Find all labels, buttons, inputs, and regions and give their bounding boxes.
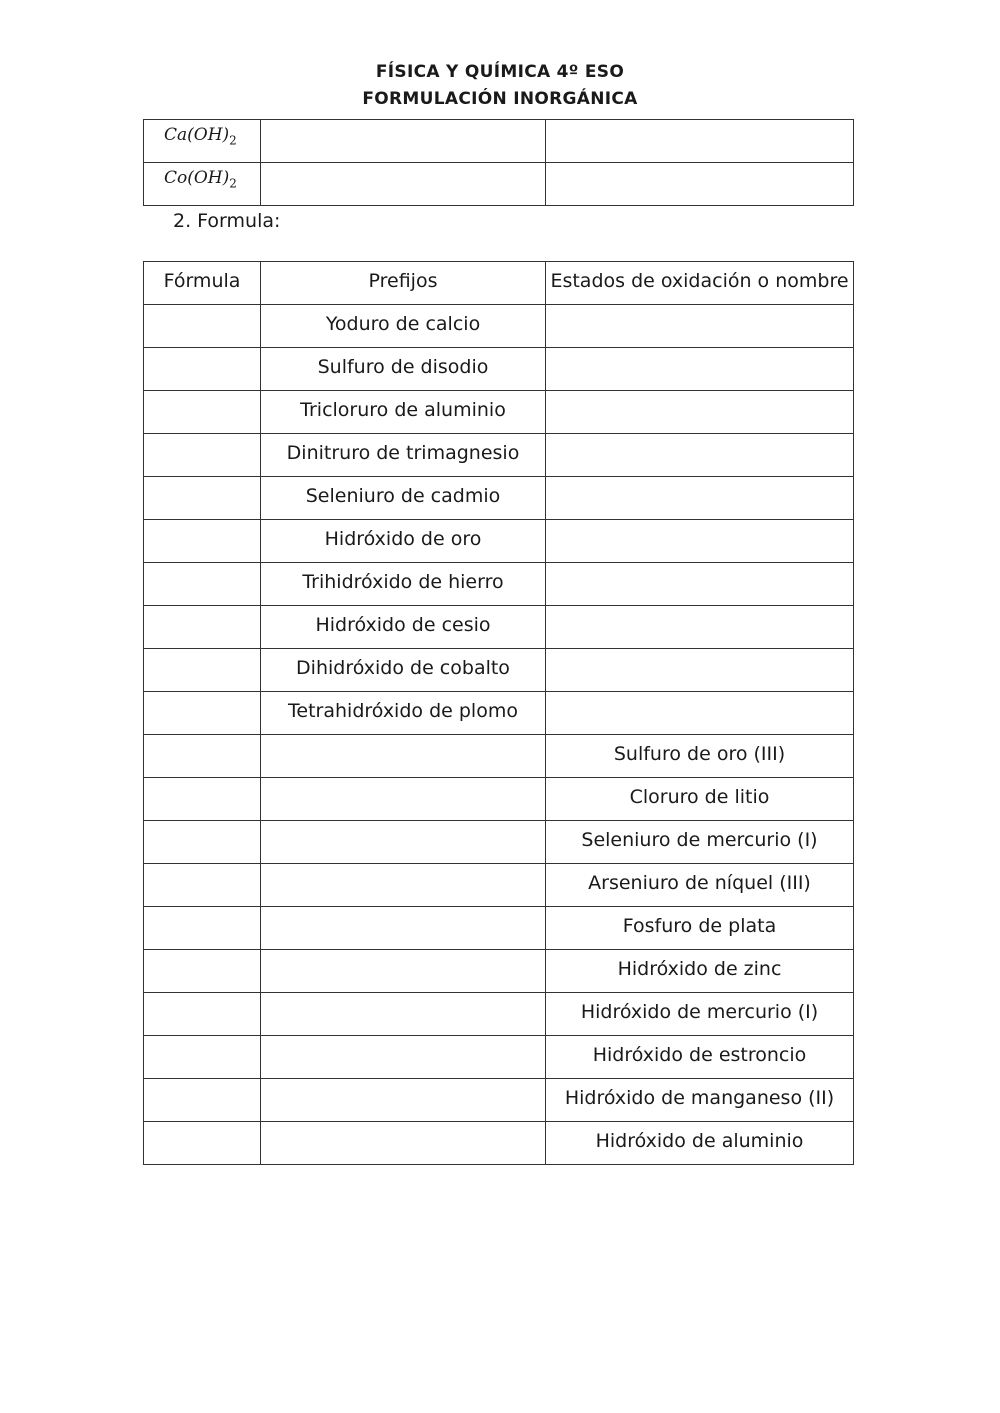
cell-text-formula <box>144 864 260 872</box>
cell-prefijos <box>261 950 546 993</box>
header-prefijos-label: Prefijos <box>368 270 438 292</box>
cell-formula <box>144 950 261 993</box>
table-row <box>144 907 854 950</box>
cell-text-prefijos: Hidróxido de cesio <box>315 614 491 636</box>
cell-text-prefijos <box>261 735 545 743</box>
cell-text-formula <box>144 1079 260 1087</box>
cell-text-prefijos: Sulfuro de disodio <box>317 356 489 378</box>
cell-estados <box>546 907 854 950</box>
table-row <box>144 692 854 735</box>
cell-text-estados: Seleniuro de mercurio (I) <box>581 829 818 851</box>
cell-estados <box>546 950 854 993</box>
header-cell-estados <box>546 262 854 305</box>
cell-text-prefijos: Dinitruro de trimagnesio <box>286 442 520 464</box>
cell-text-formula <box>144 1036 260 1044</box>
cell-text-formula <box>144 649 260 657</box>
formula-subscript: 2 <box>229 133 237 148</box>
formula-cell <box>144 163 261 206</box>
cell-prefijos <box>261 1122 546 1165</box>
answer-cell <box>546 163 854 206</box>
cell-text-prefijos: Yoduro de calcio <box>325 313 481 335</box>
table-row <box>144 950 854 993</box>
top-table <box>143 119 854 206</box>
cell-estados <box>546 735 854 778</box>
table-row <box>144 1122 854 1165</box>
cell-prefijos <box>261 821 546 864</box>
cell-estados <box>546 606 854 649</box>
cell-estados <box>546 391 854 434</box>
cell-formula <box>144 305 261 348</box>
cell-text-formula <box>144 391 260 399</box>
cell-estados <box>546 821 854 864</box>
cell-prefijos <box>261 391 546 434</box>
cell-estados <box>546 1079 854 1122</box>
cell-text-formula <box>144 778 260 786</box>
cell-text-estados <box>546 477 853 485</box>
cell-estados <box>546 520 854 563</box>
cell-text-estados: Hidróxido de manganeso (II) <box>564 1087 835 1109</box>
cell-prefijos <box>261 563 546 606</box>
cell-estados <box>546 477 854 520</box>
table-row <box>144 821 854 864</box>
cell-estados <box>546 649 854 692</box>
cell-formula <box>144 1122 261 1165</box>
cell-formula <box>144 692 261 735</box>
answer-cell <box>261 163 546 206</box>
cell-prefijos <box>261 864 546 907</box>
cell-text-formula <box>144 477 260 485</box>
cell-estados <box>546 348 854 391</box>
formula-expression <box>144 120 260 147</box>
table-row <box>144 1036 854 1079</box>
cell-text-prefijos <box>261 821 545 829</box>
cell-text-formula <box>144 1122 260 1130</box>
cell-estados <box>546 1036 854 1079</box>
cell-estados <box>546 993 854 1036</box>
cell-prefijos <box>261 692 546 735</box>
cell-text-formula <box>144 563 260 571</box>
table-row <box>144 649 854 692</box>
header-cell-prefijos <box>261 262 546 305</box>
page-title-line-2: FORMULACIÓN INORGÁNICA <box>362 89 638 109</box>
cell-text-prefijos: Seleniuro de cadmio <box>305 485 501 507</box>
cell-text-estados <box>546 305 853 313</box>
table-row <box>144 735 854 778</box>
cell-text-prefijos <box>261 993 545 1001</box>
formula-subscript: 2 <box>229 176 237 191</box>
cell-formula <box>144 391 261 434</box>
cell-prefijos <box>261 735 546 778</box>
section-label: 2. Formula: <box>173 210 281 232</box>
cell-prefijos <box>261 434 546 477</box>
cell-formula <box>144 735 261 778</box>
cell-prefijos <box>261 649 546 692</box>
cell-formula <box>144 563 261 606</box>
table-row <box>144 606 854 649</box>
cell-text-estados <box>546 391 853 399</box>
cell-estados <box>546 1122 854 1165</box>
table-row <box>144 305 854 348</box>
cell-formula <box>144 821 261 864</box>
cell-text-prefijos: Tetrahidróxido de plomo <box>288 700 518 722</box>
cell-text-estados <box>546 434 853 442</box>
cell-text-estados: Hidróxido de aluminio <box>595 1130 804 1152</box>
cell-text-prefijos: Tricloruro de aluminio <box>300 399 506 421</box>
cell-formula <box>144 477 261 520</box>
table-row <box>144 348 854 391</box>
cell-text-prefijos <box>261 907 545 915</box>
cell-estados <box>546 778 854 821</box>
cell-text-prefijos: Dihidróxido de cobalto <box>296 657 510 679</box>
cell-formula <box>144 520 261 563</box>
cell-estados <box>546 692 854 735</box>
cell-prefijos <box>261 1036 546 1079</box>
cell-prefijos <box>261 348 546 391</box>
cell-text-prefijos <box>261 1036 545 1044</box>
cell-formula <box>144 434 261 477</box>
cell-prefijos <box>261 907 546 950</box>
cell-text-prefijos: Trihidróxido de hierro <box>302 571 504 593</box>
cell-text-formula <box>144 692 260 700</box>
header-estados-label: Estados de oxidación o nombre <box>550 270 849 292</box>
cell-prefijos <box>261 778 546 821</box>
cell-text-formula <box>144 305 260 313</box>
cell-text-prefijos <box>261 950 545 958</box>
cell-formula <box>144 1036 261 1079</box>
answer-text <box>546 163 853 171</box>
top-table-row <box>144 120 854 163</box>
cell-text-formula <box>144 821 260 829</box>
table-row <box>144 993 854 1036</box>
formula-base: Ca(OH) <box>164 125 230 145</box>
cell-text-estados <box>546 348 853 356</box>
answer-cell <box>546 120 854 163</box>
formula-cell <box>144 120 261 163</box>
cell-estados <box>546 563 854 606</box>
cell-estados <box>546 864 854 907</box>
cell-text-estados: Sulfuro de oro (III) <box>613 743 786 765</box>
cell-text-formula <box>144 606 260 614</box>
cell-formula <box>144 864 261 907</box>
cell-text-estados <box>546 520 853 528</box>
cell-text-estados <box>546 606 853 614</box>
header-cell-formula <box>144 262 261 305</box>
cell-estados <box>546 305 854 348</box>
cell-prefijos <box>261 993 546 1036</box>
cell-text-estados: Fosfuro de plata <box>622 915 777 937</box>
table-row <box>144 1079 854 1122</box>
cell-text-formula <box>144 907 260 915</box>
cell-text-estados <box>546 692 853 700</box>
cell-formula <box>144 778 261 821</box>
cell-text-prefijos <box>261 1122 545 1130</box>
cell-formula <box>144 907 261 950</box>
cell-text-prefijos: Hidróxido de oro <box>324 528 482 550</box>
cell-formula <box>144 348 261 391</box>
table-row <box>144 391 854 434</box>
table-row <box>144 520 854 563</box>
main-table <box>143 261 854 1165</box>
cell-formula <box>144 649 261 692</box>
cell-prefijos <box>261 1079 546 1122</box>
cell-estados <box>546 434 854 477</box>
cell-text-estados: Hidróxido de mercurio (I) <box>580 1001 819 1023</box>
cell-text-estados: Cloruro de litio <box>629 786 770 808</box>
cell-text-formula <box>144 348 260 356</box>
cell-text-prefijos <box>261 1079 545 1087</box>
cell-text-formula <box>144 950 260 958</box>
cell-text-estados <box>546 649 853 657</box>
cell-prefijos <box>261 606 546 649</box>
answer-cell <box>261 120 546 163</box>
cell-text-formula <box>144 434 260 442</box>
cell-prefijos <box>261 520 546 563</box>
cell-text-estados: Hidróxido de zinc <box>617 958 782 980</box>
cell-formula <box>144 606 261 649</box>
cell-text-prefijos <box>261 864 545 872</box>
cell-text-formula <box>144 735 260 743</box>
formula-base: Co(OH) <box>164 168 230 188</box>
answer-text <box>261 120 545 128</box>
cell-text-formula <box>144 993 260 1001</box>
page-title-line-1: FÍSICA Y QUÍMICA 4º ESO <box>375 62 625 82</box>
top-table-row <box>144 163 854 206</box>
cell-prefijos <box>261 305 546 348</box>
cell-text-formula <box>144 520 260 528</box>
table-row <box>144 563 854 606</box>
table-row <box>144 864 854 907</box>
answer-text <box>546 120 853 128</box>
cell-formula <box>144 993 261 1036</box>
cell-formula <box>144 1079 261 1122</box>
cell-text-estados: Arseniuro de níquel (III) <box>588 872 811 894</box>
cell-text-prefijos <box>261 778 545 786</box>
table-row <box>144 477 854 520</box>
table-row <box>144 434 854 477</box>
cell-prefijos <box>261 477 546 520</box>
table-row <box>144 778 854 821</box>
answer-text <box>261 163 545 171</box>
cell-text-estados: Hidróxido de estroncio <box>592 1044 807 1066</box>
cell-text-estados <box>546 563 853 571</box>
header-formula-label: Fórmula <box>163 270 241 292</box>
header-row <box>144 262 854 305</box>
formula-expression <box>144 163 260 190</box>
